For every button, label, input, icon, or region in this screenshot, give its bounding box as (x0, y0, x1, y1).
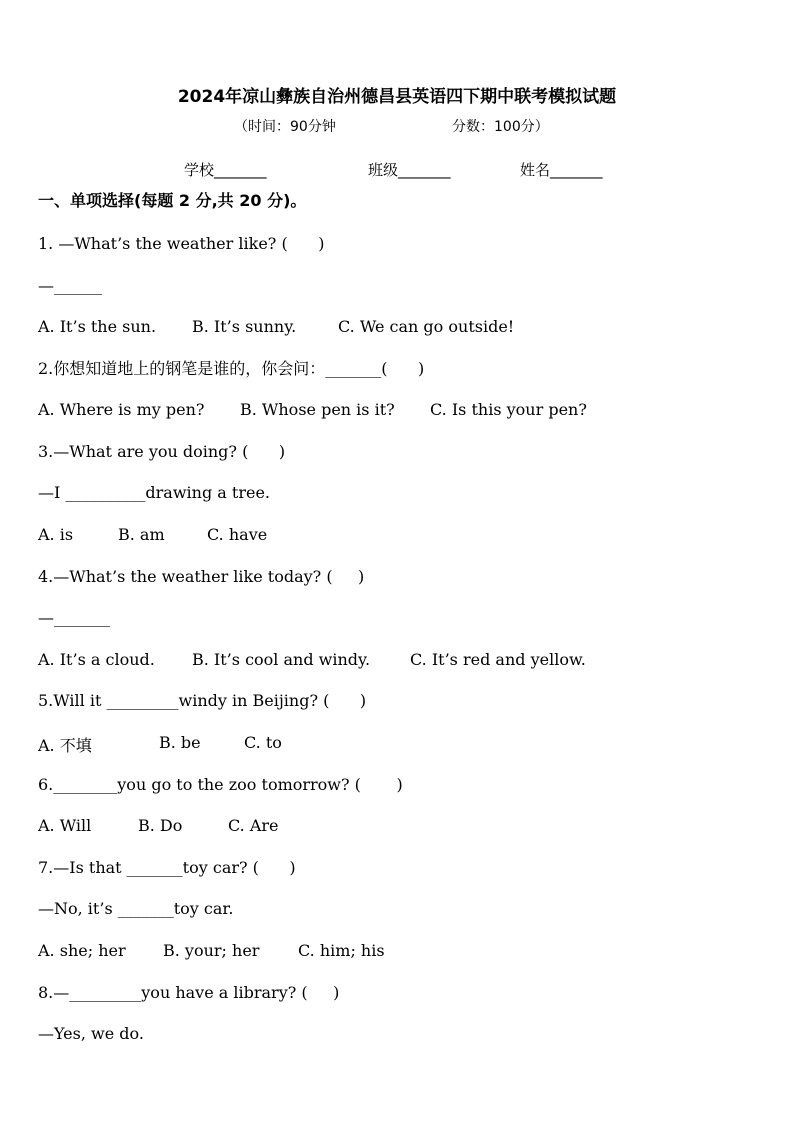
option-c: C. him; his (298, 941, 385, 960)
question-stem: 7.—Is that _______toy car? ( ) (38, 858, 296, 877)
options-row (38, 400, 738, 420)
options-row (38, 317, 738, 337)
option-c: C. to (244, 733, 282, 752)
option-a: A. It’s a cloud. (38, 650, 155, 669)
question-stem: 6.________you go to the zoo tomorrow? ( ) (38, 775, 403, 794)
option-c: C. have (207, 525, 268, 544)
question-stem: 1. —What’s the weather like? ( ) (38, 234, 325, 253)
options-row (38, 650, 738, 670)
exam-score: 分数：100分） (452, 119, 549, 135)
option-b: B. your; her (163, 941, 260, 960)
question-stem: 5.Will it _________windy in Beijing? ( ) (38, 691, 367, 710)
option-b: B. Do (138, 816, 183, 835)
question-extra: —______ (38, 276, 102, 295)
option-c: C. Is this your pen? (430, 400, 587, 419)
question-extra: —I __________drawing a tree. (38, 483, 271, 502)
question-stem: 8.—_________you have a library? ( ) (38, 983, 340, 1002)
name-field: 姓名_______ (520, 161, 603, 179)
option-b: B. It’s cool and windy. (192, 650, 371, 669)
option-b: B. am (118, 525, 165, 544)
option-b: B. It’s sunny. (192, 317, 297, 336)
question-extra: —_______ (38, 608, 110, 627)
option-a: A. is (38, 525, 74, 544)
options-row (38, 816, 738, 836)
option-a: A. Will (38, 816, 92, 835)
question-stem: 4.—What’s the weather like today? ( ) (38, 567, 365, 586)
page-title: 2024年凉山彝族自治州德昌县英语四下期中联考模拟试题 (177, 87, 617, 107)
option-c: C. It’s red and yellow. (410, 650, 586, 669)
section-heading: 一、单项选择(每题 2 分,共 20 分)。 (38, 191, 307, 210)
options-row (38, 733, 738, 753)
option-a: A. 不填 (38, 736, 92, 755)
question-extra: —No, it’s _______toy car. (38, 899, 234, 918)
options-row (38, 941, 738, 961)
question-stem: 3.—What are you doing? ( ) (38, 442, 286, 461)
option-a: A. It’s the sun. (38, 317, 157, 336)
school-field: 学校_______ (184, 161, 267, 179)
class-field: 班级_______ (368, 161, 451, 179)
exam-time: （时间：90分钟 (234, 119, 336, 135)
question-stem: 2.你想知道地上的钢笔是谁的，你会问：_______( ) (38, 359, 425, 378)
options-row (38, 525, 738, 545)
option-c: C. We can go outside! (338, 317, 515, 336)
option-a: A. Where is my pen? (38, 400, 205, 419)
option-a: A. she; her (38, 941, 126, 960)
question-extra: —Yes, we do. (38, 1024, 144, 1043)
option-b: B. be (159, 733, 201, 752)
option-c: C. Are (228, 816, 279, 835)
option-b: B. Whose pen is it? (240, 400, 395, 419)
